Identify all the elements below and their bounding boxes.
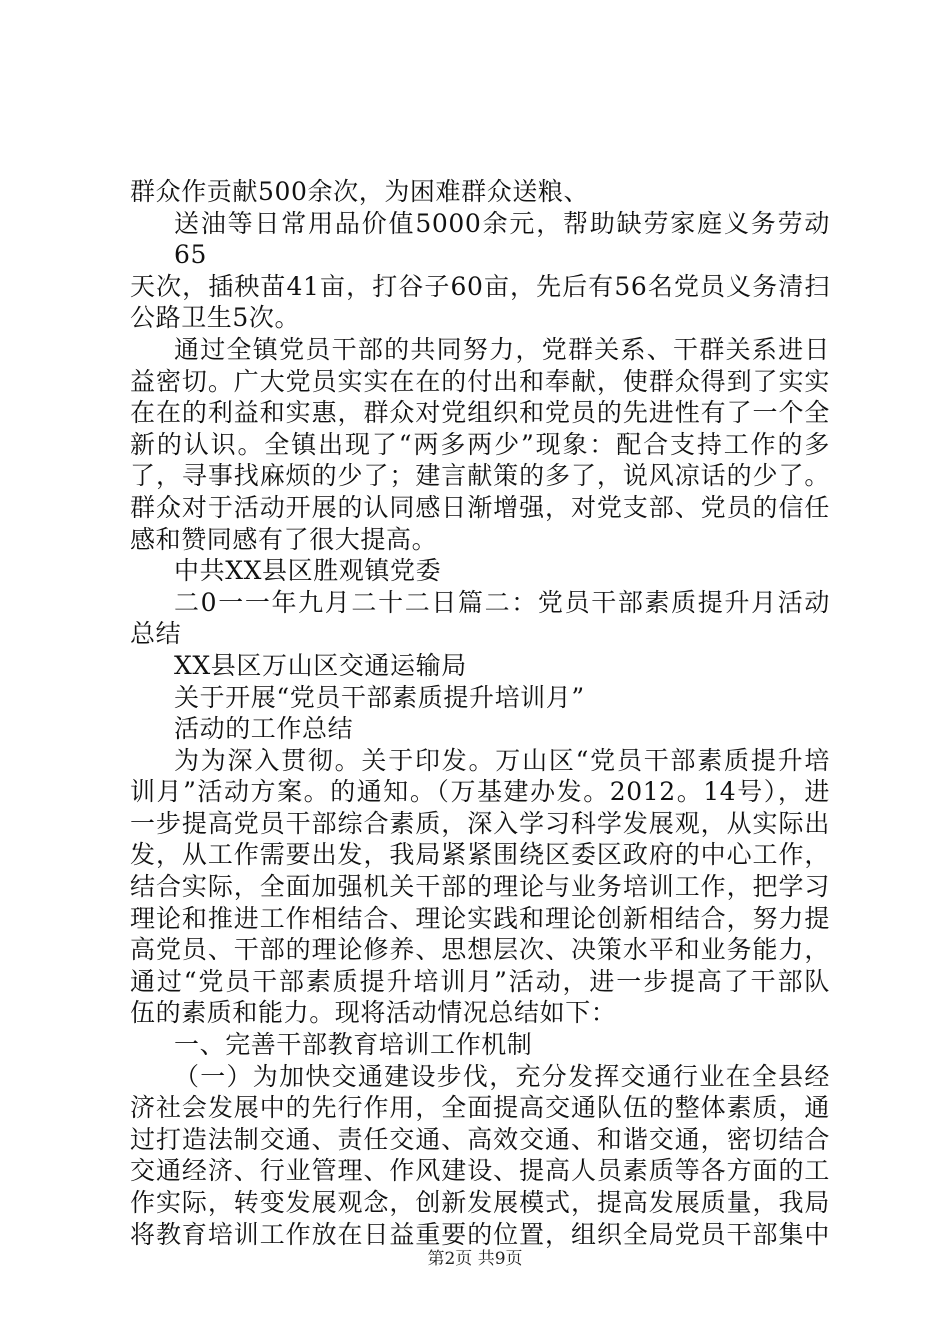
text-line: 交通经济、行业管理、作风建设、提高人员素质等各方面的工 <box>130 1156 830 1186</box>
text-line: 高党员、干部的理论修养、思想层次、决策水平和业务能力， <box>130 935 830 965</box>
text-line: 二0一一年九月二十二日篇二：党员干部素质提升月活动 <box>174 587 830 617</box>
text-line: 感和赞同感有了很大提高。 <box>130 524 438 554</box>
text-line: 在在的利益和实惠，群众对党组织和党员的先进性有了一个全 <box>130 398 830 428</box>
text-line: 通过“党员干部素质提升培训月”活动，进一步提高了干部队 <box>130 966 830 996</box>
text-line: 伍的素质和能力。现将活动情况总结如下： <box>130 998 617 1028</box>
text-line: 将教育培训工作放在日益重要的位置，组织全局党员干部集中 <box>130 1219 830 1249</box>
text-line: 发，从工作需要出发，我局紧紧围绕区委区政府的中心工作， <box>130 840 830 870</box>
text-line: 送油等日常用品价值5000余元，帮助缺劳家庭义务劳动65 <box>174 208 830 270</box>
text-line: 了，寻事找麻烦的少了；建言献策的多了，说风凉话的少了。 <box>130 461 830 491</box>
text-line: 活动的工作总结 <box>174 714 354 744</box>
text-line: （一）为加快交通建设步伐，充分发挥交通行业在全县经 <box>174 1061 830 1091</box>
document-body <box>130 176 830 1250</box>
text-line: 训月”活动方案。的通知。（万基建办发。2012。14号），进 <box>130 777 830 807</box>
text-line: 理论和推进工作相结合、理论实践和理论创新相结合，努力提 <box>130 903 830 933</box>
text-line: 为为深入贯彻。关于印发。万山区“党员干部素质提升培 <box>174 745 830 775</box>
text-line: 新的认识。全镇出现了“两多两少”现象：配合支持工作的多 <box>130 429 830 459</box>
text-line: 作实际，转变发展观念，创新发展模式，提高发展质量，我局 <box>130 1188 830 1217</box>
text-line: 中共XX县区胜观镇党委 <box>174 556 442 586</box>
text-line: 通过全镇党员干部的共同努力，党群关系、干群关系进日 <box>174 334 830 364</box>
text-line: 群众作贡献500余次，为困难群众送粮、 <box>130 177 590 206</box>
text-line: 济社会发展中的先行作用，全面提高交通队伍的整体素质，通 <box>130 1093 830 1123</box>
text-line: 天次，插秧苗41亩，打谷子60亩，先后有56名党员义务清扫 <box>130 271 830 301</box>
text-line: 过打造法制交通、责任交通、高效交通、和谐交通，密切结合 <box>130 1124 830 1154</box>
text-line: 一步提高党员干部综合素质，深入学习科学发展观，从实际出 <box>130 808 830 838</box>
text-line: 益密切。广大党员实实在在的付出和奉献，使群众得到了实实 <box>130 366 830 396</box>
text-line: 群众对于活动开展的认同感日渐增强，对党支部、党员的信任 <box>130 492 830 522</box>
text-line: 关于开展“党员干部素质提升培训月” <box>174 682 585 712</box>
text-line: 结合实际，全面加强机关干部的理论与业务培训工作，把学习 <box>130 872 830 902</box>
text-line: 一、完善干部教育培训工作机制 <box>174 1030 533 1060</box>
text-line: 公路卫生5次。 <box>130 303 301 333</box>
text-line: 总结 <box>130 619 182 649</box>
text-line: XX县区万山区交通运输局 <box>174 650 467 680</box>
page-footer: 第2页 共9页 <box>427 1249 523 1269</box>
